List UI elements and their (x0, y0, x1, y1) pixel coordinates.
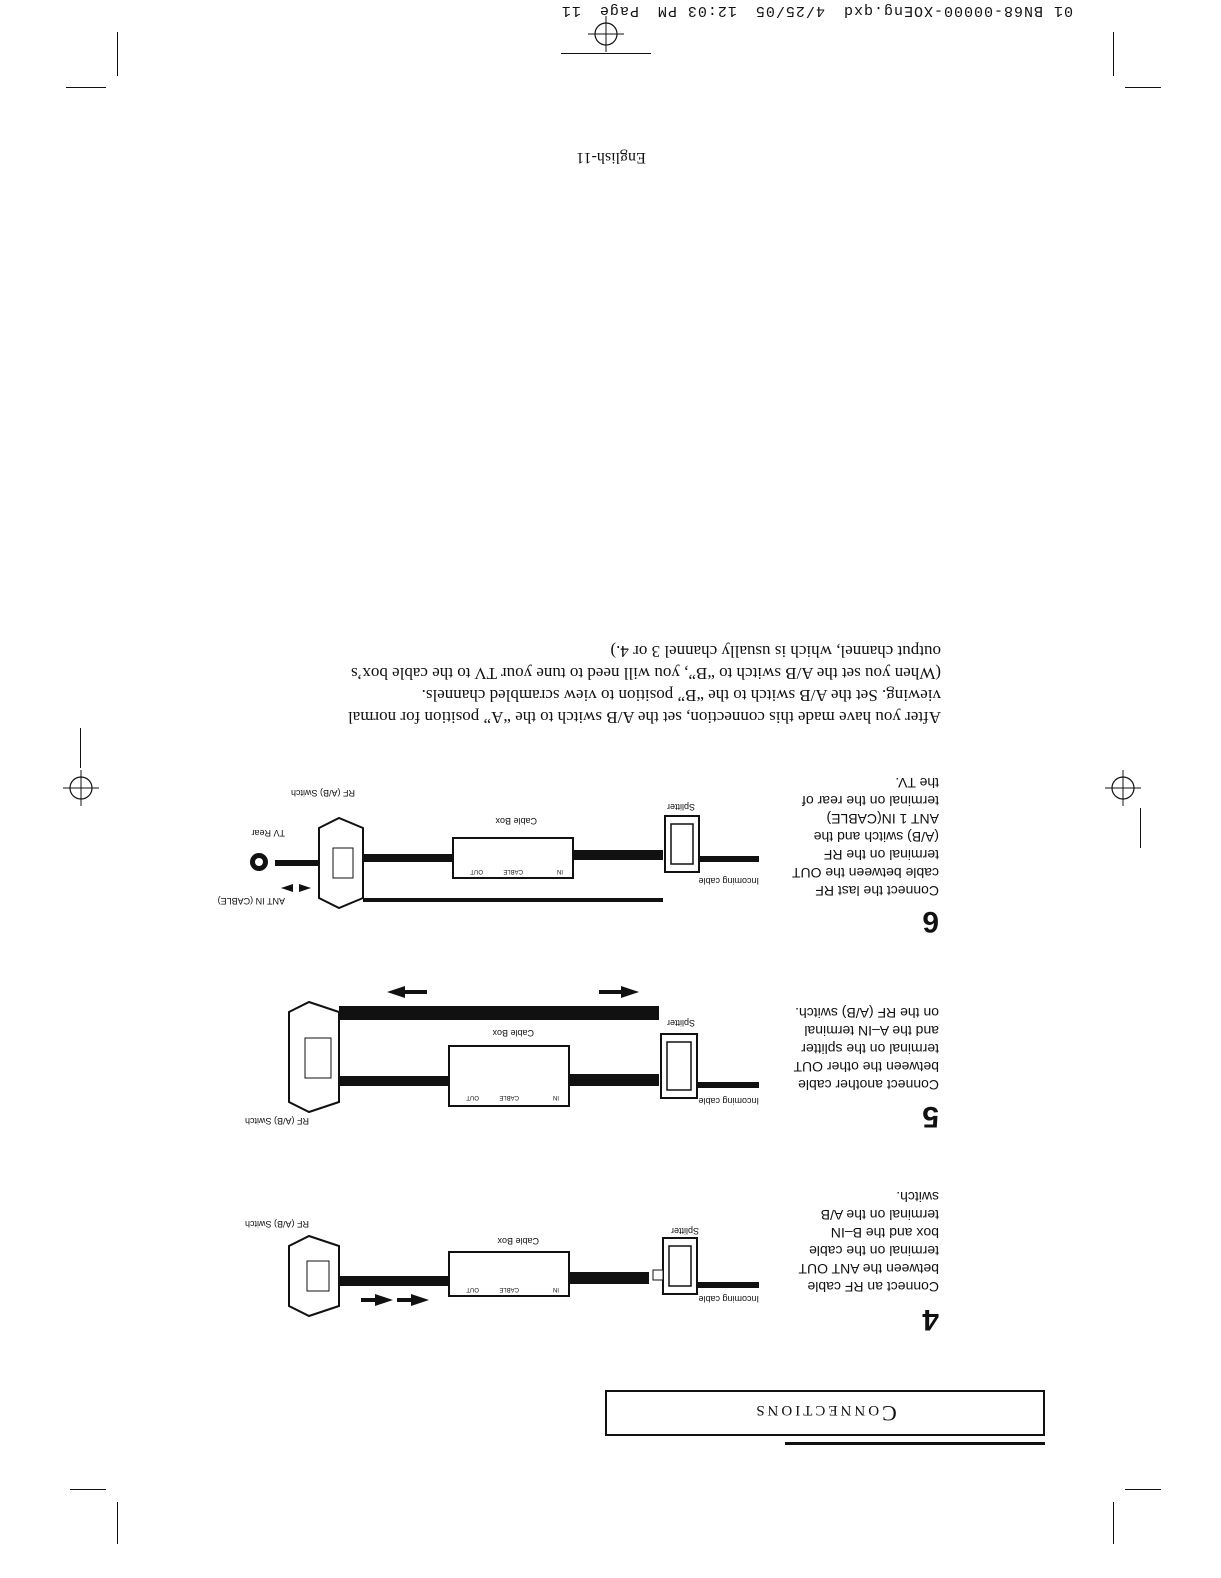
crop-mark (1125, 1489, 1161, 1490)
port-cable: CABLE (499, 1094, 519, 1100)
switch-label: RF (A/B) Switch (244, 1219, 309, 1229)
crop-mark (117, 1502, 118, 1544)
body-paragraph (261, 640, 941, 728)
crop-mark (66, 87, 106, 88)
header-rule (785, 1442, 1045, 1445)
port-in: IN (553, 1286, 559, 1292)
step-number: 6 (922, 905, 939, 938)
port-in: IN (553, 1094, 559, 1100)
step-number: 4 (922, 1303, 939, 1336)
slug-page-number: 11 (560, 2, 581, 19)
crop-mark (80, 728, 81, 768)
cable-box-label: Cable Box (497, 1236, 539, 1246)
slug-page-label: Page (598, 2, 639, 19)
slug-date: 4/25/05 (754, 2, 825, 19)
section-title: Connections (753, 1401, 897, 1426)
connection-diagram (244, 1186, 759, 1346)
port-in: IN (557, 868, 563, 874)
crop-mark (70, 1489, 106, 1490)
print-slug (543, 0, 1113, 36)
crop-mark (117, 32, 118, 76)
step-text: Connect an RF cable between the ANT OUT terminal on the cable box and the B–IN terminal on the A/B switch. (798, 1189, 939, 1295)
port-out: OUT (466, 1094, 479, 1100)
cable-box-label: Cable Box (492, 1028, 534, 1038)
switch-label: RF (A/B) Switch (244, 1116, 309, 1126)
port-cable: CABLE (499, 1286, 519, 1292)
slug-time: 12:03 PM (656, 2, 737, 19)
step-number: 5 (922, 1100, 939, 1133)
step-text: Connect the last RF cable between the OUT terminal on the RF (A/B) switch and the ANT 1 IN(CABLE) terminal on the rear of the TV. (792, 775, 939, 899)
splitter-label: Splitter (666, 802, 695, 812)
switch-label: RF (A/B) Switch (290, 788, 355, 798)
paragraph-line: output channel, which is usually channel 3 or 4.) (610, 642, 941, 661)
paragraph-line: (When you set the A/B switch to “B”, you will need to tune your TV to the cable box’s (350, 664, 941, 683)
connection-diagram (217, 768, 759, 918)
step-text: Connect another cable between the other OUT terminal on the splitter and the A–IN terminal on the RF (A/B) switch. (793, 1005, 939, 1093)
port-cable: CABLE (503, 868, 523, 874)
page-footer: English-11 (576, 149, 646, 166)
incoming-label: Incoming cable (698, 1294, 759, 1304)
incoming-label: Incoming cable (698, 1096, 759, 1106)
connection-diagram (244, 968, 759, 1148)
slug-file: 01 BN68-00000-XOEng.qxd (842, 2, 1073, 19)
registration-mark-icon (1105, 770, 1141, 806)
splitter-label: Splitter (670, 1226, 699, 1236)
paragraph-line: viewing. Set the A/B switch to the “B” position to view scrambled channels. (421, 686, 941, 705)
crop-mark (1125, 87, 1161, 88)
crop-mark (1113, 1502, 1114, 1544)
crop-mark (1140, 808, 1141, 848)
section-header (605, 1390, 1045, 1436)
splitter-label: Splitter (666, 1018, 695, 1028)
crop-mark (561, 53, 651, 54)
paragraph-line: After you have made this connection, set the A/B switch to the “A” position for normal (348, 708, 941, 727)
ant-in-label: ANT IN (CABLE) (217, 896, 285, 906)
port-out: OUT (470, 868, 483, 874)
incoming-label: Incoming cable (698, 876, 759, 886)
tv-rear-label: TV Rear (251, 828, 285, 838)
crop-mark (1113, 32, 1114, 76)
registration-mark-icon (63, 770, 99, 806)
port-out: OUT (466, 1286, 479, 1292)
cable-box-label: Cable Box (495, 816, 537, 826)
